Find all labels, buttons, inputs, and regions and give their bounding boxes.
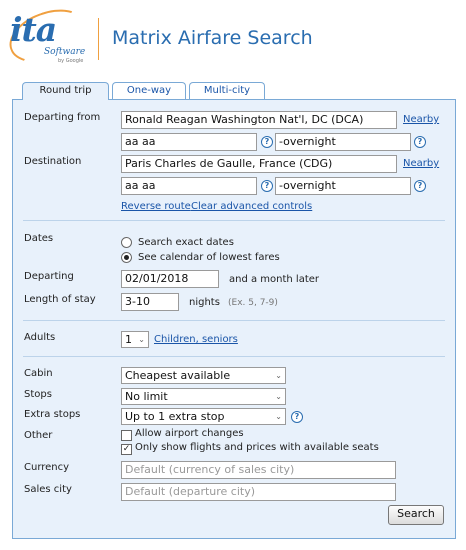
departing-extension-input[interactable]: -overnight <box>275 133 411 151</box>
destination-route-code-input[interactable]: aa aa <box>121 177 257 195</box>
departing-date-suffix: and a month later <box>229 274 320 285</box>
allow-airport-changes-label: Allow airport changes <box>135 428 244 439</box>
search-exact-dates-radio[interactable] <box>121 237 132 248</box>
chevron-down-icon: ⌄ <box>275 371 282 380</box>
header-divider <box>98 18 99 60</box>
length-of-stay-unit: nights <box>189 297 220 308</box>
departing-from-label: Departing from <box>24 112 101 123</box>
departing-extension-help-icon[interactable]: ? <box>414 136 426 148</box>
length-of-stay-hint: (Ex. 5, 7-9) <box>228 298 278 308</box>
cabin-value: Cheapest available <box>125 369 231 382</box>
search-form-panel <box>12 99 456 539</box>
stops-label: Stops <box>24 389 52 400</box>
currency-input[interactable]: Default (currency of sales city) <box>121 461 396 479</box>
calendar-lowest-fares-label: See calendar of lowest fares <box>138 252 280 263</box>
search-button[interactable]: Search <box>388 505 444 525</box>
extra-stops-select[interactable] <box>121 408 286 425</box>
adults-label: Adults <box>24 332 56 343</box>
extra-stops-help-icon[interactable]: ? <box>291 411 303 423</box>
section-divider <box>23 320 445 321</box>
departing-nearby-link[interactable]: Nearby <box>403 114 440 125</box>
section-divider <box>23 220 445 221</box>
departing-airport-input[interactable]: Ronald Reagan Washington Nat'l, DC (DCA) <box>121 111 397 129</box>
tab-one-way[interactable]: One-way <box>112 82 186 99</box>
clear-advanced-controls-link[interactable]: Clear advanced controls <box>191 201 313 212</box>
length-of-stay-input[interactable]: 3-10 <box>121 293 179 311</box>
children-seniors-link[interactable]: Children, seniors <box>154 334 238 345</box>
dates-label: Dates <box>24 233 54 244</box>
adults-value: 1 <box>125 333 132 346</box>
cabin-label: Cabin <box>24 368 53 379</box>
search-exact-dates-label: Search exact dates <box>138 237 234 248</box>
app-title: Matrix Airfare Search <box>112 27 313 49</box>
departing-date-input[interactable]: 02/01/2018 <box>121 270 219 288</box>
chevron-down-icon: ⌄ <box>275 412 282 421</box>
destination-extension-input[interactable]: -overnight <box>275 177 411 195</box>
adults-select[interactable] <box>121 331 149 348</box>
sales-city-input[interactable]: Default (departure city) <box>121 483 396 501</box>
only-available-seats-checkbox[interactable]: ✓ <box>122 444 131 454</box>
section-divider <box>23 356 445 357</box>
calendar-lowest-fares-radio[interactable] <box>121 252 132 263</box>
destination-label: Destination <box>24 156 82 167</box>
extra-stops-label: Extra stops <box>24 409 81 420</box>
allow-airport-changes-checkbox[interactable] <box>121 430 132 441</box>
cabin-select[interactable] <box>121 367 286 384</box>
tab-round-trip[interactable]: Round trip <box>22 82 109 100</box>
departing-date-label: Departing <box>24 271 74 282</box>
destination-nearby-link[interactable]: Nearby <box>403 158 440 169</box>
departing-route-code-input[interactable]: aa aa <box>121 133 257 151</box>
chevron-down-icon: ⌄ <box>275 392 282 401</box>
currency-label: Currency <box>24 462 70 473</box>
stops-value: No limit <box>125 390 168 403</box>
sales-city-label: Sales city <box>24 484 72 495</box>
stops-select[interactable] <box>121 388 286 405</box>
chevron-down-icon: ⌄ <box>138 335 145 344</box>
extra-stops-value: Up to 1 extra stop <box>125 410 225 423</box>
logo-ita-text: ita <box>10 10 57 49</box>
ita-software-logo <box>8 10 90 68</box>
length-of-stay-label: Length of stay <box>24 294 96 305</box>
reverse-route-link[interactable]: Reverse route <box>121 201 191 212</box>
only-available-seats-label: Only show flights and prices with available seats <box>135 442 379 453</box>
logo-software-text: Software <box>44 47 86 57</box>
tab-multi-city[interactable]: Multi-city <box>189 82 265 99</box>
logo-google-text: by Google <box>58 58 84 64</box>
departing-route-help-icon[interactable]: ? <box>261 136 273 148</box>
other-label: Other <box>24 430 53 441</box>
destination-route-help-icon[interactable]: ? <box>261 180 273 192</box>
destination-airport-input[interactable]: Paris Charles de Gaulle, France (CDG) <box>121 155 397 173</box>
destination-extension-help-icon[interactable]: ? <box>414 180 426 192</box>
